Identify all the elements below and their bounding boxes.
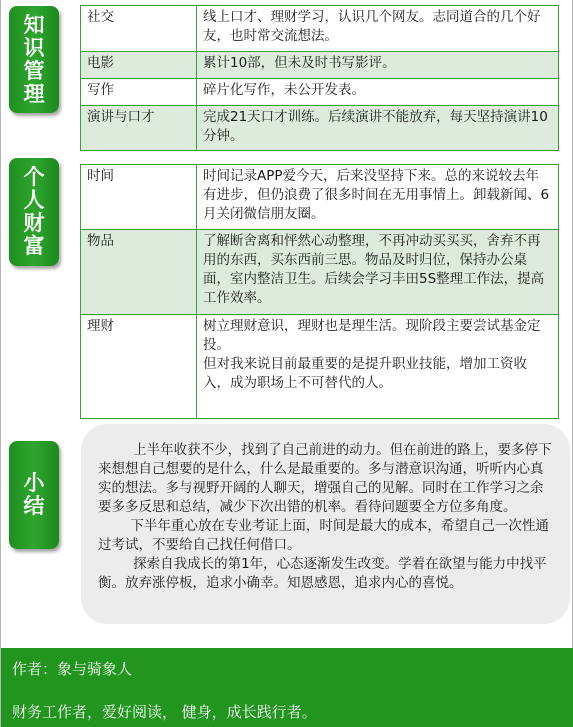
- row-key: 理财: [81, 315, 197, 419]
- row-value: 完成21天口才训练。后续演讲不能放弃，每天坚持演讲10分钟。: [197, 106, 559, 151]
- tab-char: 理: [23, 81, 45, 106]
- row-value-extra: 但对我来说目前最重要的是提升职业技能，增加工资收入，成为职场上不可替代的人。: [203, 356, 527, 391]
- summary-paragraph-2: 下半年重心放在专业考证上面，时间是最大的成本，希望自己一次性通过考试，不要给自己找任何借口。: [98, 518, 549, 553]
- row-key: 写作: [81, 79, 197, 106]
- row-key: 时间: [81, 165, 197, 230]
- tab-char: 识: [23, 35, 45, 60]
- summary-paragraph-3: 探索自我成长的第1年，心态逐渐发生改变。学着在欲望与能力中找平衡。放弃涨停板，追求小确幸。知恩感恩，追求内心的喜悦。: [98, 556, 547, 591]
- row-value: 时间记录APP爱今天，后来没坚持下来。总的来说较去年有进步，但仍浪费了很多时间在无用事情上。卸载新闻、6月关闭微信朋友圈。: [197, 165, 559, 230]
- table-row: [81, 165, 559, 230]
- row-value: 碎片化写作，未公开发表。: [197, 79, 559, 106]
- tab-char: 富: [23, 234, 45, 258]
- knowledge-table: [80, 5, 559, 151]
- row-value: 累计10部，但未及时书写影评。: [197, 52, 559, 79]
- section-tab-summary: [9, 441, 59, 549]
- tab-char: 小: [23, 471, 45, 495]
- row-key: 社交: [81, 6, 197, 52]
- section-tab-wealth: [9, 158, 59, 266]
- row-key: 电影: [81, 52, 197, 79]
- table-row: [81, 6, 559, 52]
- summary-box: [81, 424, 570, 624]
- row-value: 线上口才、理财学习，认识几个网友。志同道合的几个好友，也时常交流想法。: [197, 6, 559, 52]
- wealth-table: [80, 164, 559, 419]
- tab-char: 个: [23, 165, 45, 189]
- tab-char: 管: [23, 58, 45, 83]
- row-key: 演讲与口才: [81, 106, 197, 151]
- tab-char: 人: [23, 188, 45, 212]
- row-value-cell: [197, 315, 559, 419]
- tab-char: 财: [23, 211, 45, 235]
- tab-char: 知: [23, 12, 45, 37]
- table-row: [81, 315, 559, 419]
- author-line: 作者：象与骑象人: [12, 660, 133, 678]
- author-bio: 财务工作者，爱好阅读， 健身，成长践行者。: [12, 703, 317, 721]
- section-tab-knowledge: [9, 6, 59, 113]
- summary-paragraph-1: 上半年收获不少，找到了自己前进的动力。但在前进的路上，要多停下来想想自己想要的是什么，什么是最重要的。多与潜意识沟通，听听内心真实的想法。多与视野开阔的人聊天，增强自己的见解。同时在工作学习之余要多多反思和总结，减少下次出错的机率。看待问题要全方位多角度。: [98, 442, 552, 515]
- tab-char: 结: [23, 494, 45, 518]
- table-row: [81, 106, 559, 151]
- footer: [1, 648, 573, 727]
- table-row: [81, 52, 559, 79]
- table-row: [81, 230, 559, 315]
- row-key: 物品: [81, 230, 197, 315]
- row-value: 树立理财意识，理财也是理生活。现阶段主要尝试基金定投。: [203, 318, 541, 353]
- row-value: 了解断舍离和怦然心动整理，不再冲动买买买，舍弃不再用的东西，买东西前三思。物品及时归位，保持办公桌面，室内整洁卫生。后续会学习丰田5S整理工作法，提高工作效率。: [197, 230, 559, 315]
- table-row: [81, 79, 559, 106]
